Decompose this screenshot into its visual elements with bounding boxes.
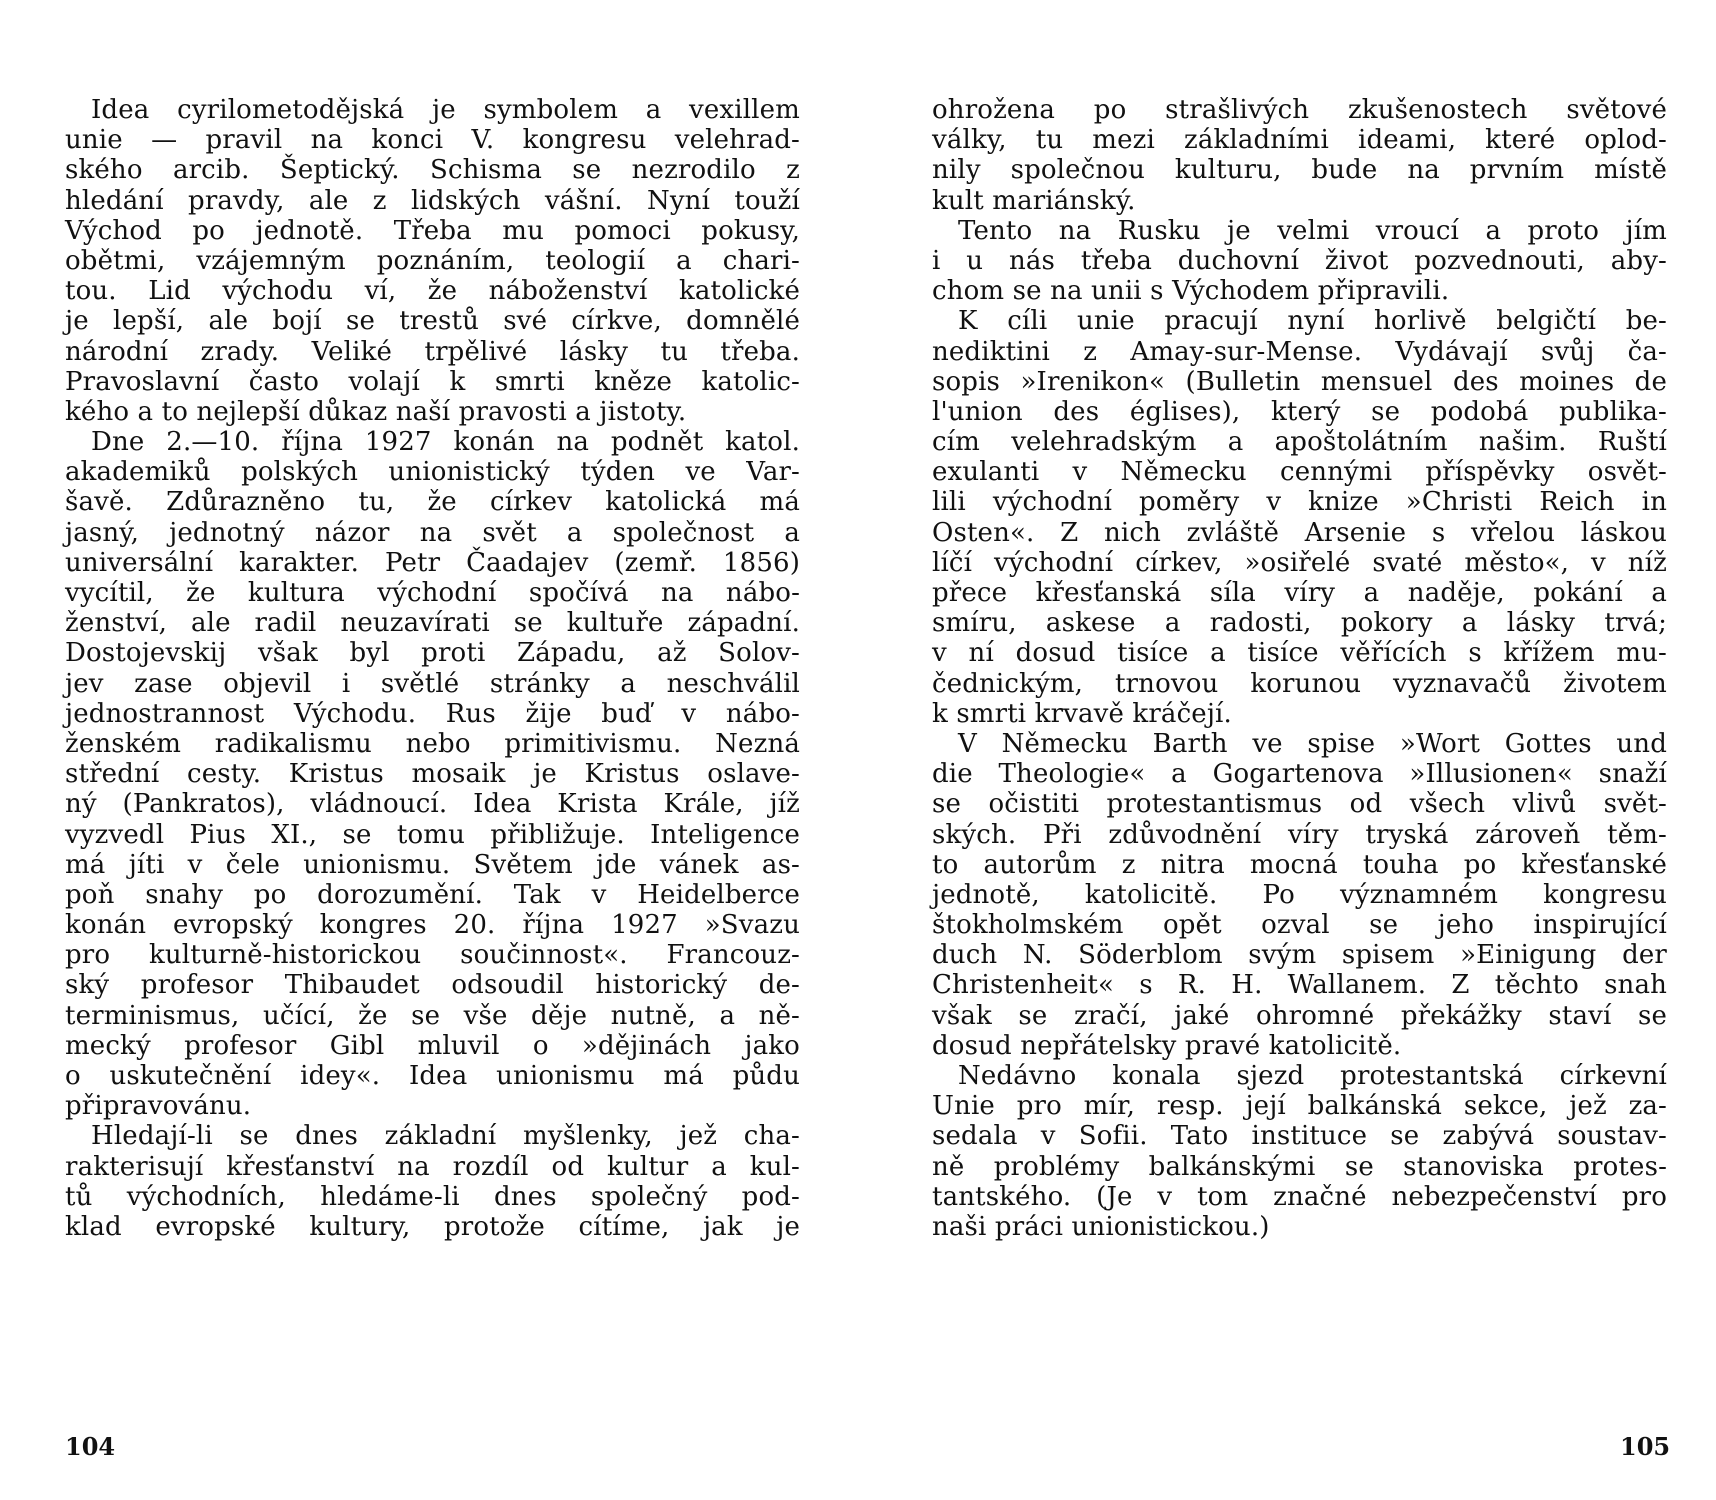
text-line: terminismus, učící, že se vše děje nutně, a ně- xyxy=(65,1000,800,1031)
text-line: duch N. Söderblom svým spisem »Einigung der xyxy=(932,940,1667,971)
text-line: kého a to nejlepší důkaz naší pravosti a jistoty. xyxy=(65,396,687,427)
text-line: Východ po jednotě. Třeba mu pomoci pokusy, xyxy=(65,215,800,246)
text-line: má jíti v čele unionismu. Světem jde vánek as- xyxy=(65,849,800,880)
text-line: ský profesor Thibaudet odsoudil historický de- xyxy=(65,970,800,1001)
text-line: vyzvedl Pius XI., se tomu přibližuje. Inteligence xyxy=(65,819,800,850)
text-line: tů východních, hledáme-li dnes společný pod- xyxy=(65,1181,800,1212)
text-line: konán evropský kongres 20. října 1927 »Svazu xyxy=(65,910,800,941)
text-line: se očistiti protestantismus od všech vlivů svět- xyxy=(932,789,1667,820)
text-line: štokholmském opět ozval se jeho inspirující xyxy=(932,910,1667,941)
text-line: tantského. (Je v tom značné nebezpečenství pro xyxy=(932,1181,1667,1212)
text-line: kult mariánský. xyxy=(932,185,1136,216)
text-line: ohrožena po strašlivých zkušenostech světové xyxy=(932,95,1667,125)
text-line: je lepší, ale bojí se trestů své církve, domnělé xyxy=(65,306,800,337)
text-line: sedala v Sofii. Tato instituce se zabývá soustav- xyxy=(932,1121,1667,1152)
text-line: l'union des églises), který se podobá publika- xyxy=(932,396,1667,427)
text-line: k smrti krvavě kráčejí. xyxy=(932,698,1232,729)
text-line: Osten«. Z nich zvláště Arsenie s vřelou láskou xyxy=(932,517,1667,548)
text-line: ženství, ale radil neuzavírati se kultuře západní. xyxy=(65,608,800,639)
text-line: války, tu mezi základními ideami, které oplod- xyxy=(932,125,1667,156)
right-page-number: 105 xyxy=(1620,1432,1671,1461)
left-page-number: 104 xyxy=(65,1432,116,1461)
text-line: Dostojevskij však byl proti Západu, až Solov- xyxy=(65,638,800,669)
text-line: nily společnou kulturu, bude na prvním místě xyxy=(932,155,1667,186)
text-line: Hledají-li se dnes základní myšlenky, jež cha- xyxy=(91,1121,800,1152)
text-line: Christenheit« s R. H. Wallanem. Z těchto snah xyxy=(932,970,1667,1001)
text-line: hledání pravdy, ale z lidských vášní. Nyní touží xyxy=(65,185,800,216)
text-line: ženském radikalismu nebo primitivismu. Nezná xyxy=(65,728,800,759)
text-line: dosud nepřátelsky pravé katolicitě. xyxy=(932,1030,1402,1061)
text-line: Nedávno konala sjezd protestantská církevní xyxy=(958,1061,1667,1091)
text-line: naši práci unionistickou.) xyxy=(932,1211,1270,1242)
text-line: ný (Pankratos), vládnoucí. Idea Krista Krále, jíž xyxy=(65,789,800,820)
text-line: ského arcib. Šeptický. Schisma se nezrodilo z xyxy=(65,155,800,186)
text-line: Unie pro mír, resp. její balkánská sekce, jež za- xyxy=(932,1091,1667,1122)
text-line: však se zračí, jaké ohromné překážky staví se xyxy=(932,1000,1667,1031)
text-line: V Německu Barth ve spise »Wort Gottes und xyxy=(958,728,1667,759)
text-line: Idea cyrilometodějská je symbolem a vexillem xyxy=(91,95,800,125)
text-line: národní zrady. Veliké trpělivé lásky tu třeba. xyxy=(65,336,800,367)
text-line: líčí východní církev, »osiřelé svaté město«, v níž xyxy=(932,547,1667,578)
text-line: jednostrannost Východu. Rus žije buď v nábo- xyxy=(65,698,800,729)
right-page-text xyxy=(932,95,1667,1242)
text-line: jev zase objevil i světlé stránky a neschválil xyxy=(65,668,800,699)
text-line: chom se na unii s Východem připravili. xyxy=(932,276,1450,307)
text-line: o uskutečnění idey«. Idea unionismu má půdu xyxy=(65,1061,800,1091)
text-line: poň snahy po dorozumění. Tak v Heidelberce xyxy=(65,879,800,910)
text-line: exulanti v Německu cennými příspěvky osvět- xyxy=(932,457,1667,488)
text-line: unie — pravil na konci V. kongresu velehrad- xyxy=(65,125,800,156)
text-line: to autorům z nitra mocná touha po křesťanské xyxy=(932,849,1667,880)
text-line: ně problémy balkánskými se stanoviska protes- xyxy=(932,1151,1667,1182)
text-line: universální karakter. Petr Čaadajev (zemř. 1856) xyxy=(65,547,800,578)
text-line: K cíli unie pracují nyní horlivě belgičtí be- xyxy=(958,306,1667,337)
text-line: lili východní poměry v knize »Christi Reich in xyxy=(932,487,1667,518)
text-line: čednickým, trnovou korunou vyznavačů životem xyxy=(932,668,1667,699)
text-line: ských. Při zdůvodnění víry tryská zároveň těm- xyxy=(932,819,1667,850)
text-line: obětmi, vzájemným poznáním, teologií a chari- xyxy=(65,245,800,276)
text-line: tou. Lid východu ví, že náboženství katolické xyxy=(65,276,800,307)
text-line: sopis »Irenikon« (Bulletin mensuel des moines de xyxy=(932,366,1667,397)
text-line: Pravoslavní často volají k smrti kněze katolic- xyxy=(65,366,800,397)
text-line: cím velehradským a apoštolátním našim. Ruští xyxy=(932,427,1667,458)
text-line: pro kulturně-historickou součinnost«. Francouz- xyxy=(65,940,800,971)
text-line: v ní dosud tisíce a tisíce věřících s křížem mu- xyxy=(932,638,1667,669)
text-line: Tento na Rusku je velmi vroucí a proto jím xyxy=(958,215,1667,246)
text-line: rakterisují křesťanství na rozdíl od kultur a kul- xyxy=(65,1151,800,1182)
text-line: šavě. Zdůrazněno tu, že církev katolická má xyxy=(65,487,800,518)
text-line: smíru, askese a radosti, pokory a lásky trvá; xyxy=(932,608,1667,639)
text-line: Dne 2.—10. října 1927 konán na podnět katol. xyxy=(91,427,800,458)
text-line: jasný, jednotný názor na svět a společnost a xyxy=(65,517,800,548)
text-line: klad evropské kultury, protože cítíme, jak je xyxy=(65,1211,800,1242)
text-line: střední cesty. Kristus mosaik je Kristus oslave- xyxy=(65,759,800,790)
text-line: akademiků polských unionistický týden ve Var- xyxy=(65,457,800,488)
text-line: die Theologie« a Gogartenova »Illusionen« snaží xyxy=(932,759,1667,790)
left-page-text xyxy=(65,95,800,1242)
text-line: i u nás třeba duchovní život pozvednouti, aby- xyxy=(932,245,1667,276)
text-line: nediktini z Amay-sur-Mense. Vydávají svůj ča- xyxy=(932,336,1667,367)
text-line: přece křesťanská síla víry a naděje, pokání a xyxy=(932,578,1667,608)
text-line: vycítil, že kultura východní spočívá na nábo- xyxy=(65,578,800,608)
text-line: připravovánu. xyxy=(65,1091,252,1122)
text-line: jednotě, katolicitě. Po významném kongresu xyxy=(932,879,1667,910)
text-line: mecký profesor Gibl mluvil o »dějinách jako xyxy=(65,1030,800,1061)
